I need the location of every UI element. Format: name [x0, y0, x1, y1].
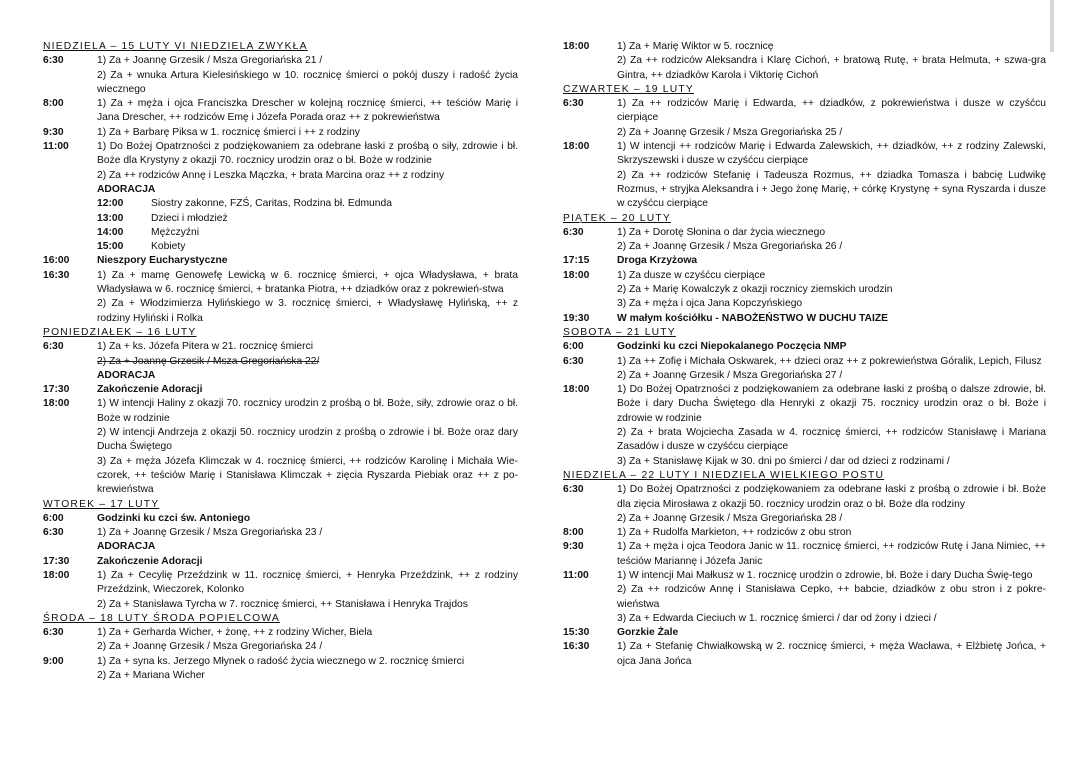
- schedule-row: [43, 397, 518, 497]
- event-title: Godzinki ku czci św. Antoniego: [97, 512, 251, 524]
- mass-time: 6:00: [43, 512, 64, 524]
- schedule-row: [563, 540, 1046, 569]
- intentions: [97, 397, 518, 497]
- intention-line: 2) Za ++ rodziców Annę i Leszka Mączka, + brata Marcina oraz ++ z rodziny: [97, 169, 445, 181]
- schedule-row: [563, 254, 1046, 268]
- event-title: ADORACJA: [97, 369, 156, 381]
- intention-line: 1) Za + Gerharda Wicher, + żonę, ++ z rodziny Wicher, Biela: [97, 627, 373, 639]
- intention-line: 2) Za + Włodzimierza Hylińskiego w 3. rocznicę śmierci, + Władysławę Hylińską, ++ z rodziny Hyliński i Rolka: [97, 298, 518, 324]
- intentions: [617, 640, 1046, 669]
- schedule-row: [43, 526, 518, 540]
- intentions: [97, 512, 518, 526]
- schedule-row: [43, 254, 518, 268]
- schedule-row: [43, 569, 518, 612]
- mass-time: [43, 369, 97, 383]
- intentions: [617, 355, 1046, 384]
- intentions: [97, 540, 518, 554]
- schedule-row: [563, 569, 1046, 626]
- schedule-row: [43, 269, 518, 326]
- intentions: [617, 526, 1046, 540]
- mass-time: 18:00: [563, 384, 590, 396]
- adoration-group: Kobiety: [151, 241, 186, 253]
- event-title: ADORACJA: [97, 183, 156, 195]
- day-heading: SOBOTA – 21 LUTY: [563, 326, 676, 338]
- day-heading: PIĄTEK – 20 LUTY: [563, 212, 671, 224]
- adoration-time: 15:00: [97, 241, 124, 253]
- intention-line: 2) Za + Marię Kowalczyk z okazji rocznicy ziemskich urodzin: [617, 284, 893, 296]
- intention-line: 1) Za + Barbarę Piksa w 1. rocznicę śmierci i ++ z rodziny: [97, 126, 360, 138]
- intentions: [617, 226, 1046, 255]
- left-column: [43, 40, 518, 683]
- schedule-row: [43, 383, 518, 397]
- adoration-entry: [97, 197, 518, 211]
- intentions: [617, 569, 1046, 626]
- mass-time: [43, 540, 97, 554]
- mass-time: 6:00: [563, 341, 584, 353]
- mass-time: 17:30: [43, 384, 70, 396]
- scrollbar[interactable]: [1050, 0, 1054, 52]
- intention-line: 1) W intencji Mai Małkusz w 1. rocznicę urodzin o zdrowie, bł. Boże i dary Ducha Świę-tego: [617, 569, 1033, 581]
- intention-line: 1) Za + męża i ojca Franciszka Drescher w kolejną rocznicę śmierci, ++ teściów Marię i Jana Drescher, ++ rodziców Emę i Józefa Porada oraz ++ z pokrewieństwa: [97, 98, 518, 124]
- adoration-time: 14:00: [97, 226, 124, 238]
- mass-time: 18:00: [43, 398, 70, 410]
- mass-time: 9:30: [563, 541, 584, 553]
- schedule-row: [563, 340, 1046, 354]
- intention-line: 1) Za + syna ks. Jerzego Młynek o radość życia wiecznego w 2. rocznicę śmierci: [97, 655, 465, 667]
- intentions: [97, 254, 518, 268]
- mass-time: 6:30: [563, 355, 584, 367]
- event-title: ADORACJA: [97, 541, 156, 553]
- adoration-entry: [97, 226, 518, 240]
- mass-time: 16:00: [43, 255, 70, 267]
- intentions: [97, 126, 518, 140]
- intention-line: 2) Za + brata Wojciecha Zasada w 4. rocznicę śmierci, ++ rodziców Stanisławę i Mariana Zasadów i dusze w czyśćcu cierpiące: [617, 427, 1046, 453]
- intentions: [617, 312, 1046, 326]
- intention-line: 1) Za + mamę Genowefę Lewicką w 6. rocznicę śmierci, + ojca Władysława, + brata Władysława w 6. rocznicę śmierci, + bratanka Piotra, ++ dziadków oraz z pokrewień-stwa: [97, 269, 518, 296]
- event-title: Zakończenie Adoracji: [97, 384, 203, 396]
- schedule-row: [563, 97, 1046, 140]
- intentions: [617, 483, 1046, 526]
- schedule-row: [563, 383, 1046, 469]
- intentions: [97, 340, 518, 369]
- adoration-slot: [43, 197, 518, 211]
- day-heading: CZWARTEK – 19 LUTY: [563, 83, 694, 95]
- adoration-group: Mężczyźni: [151, 226, 200, 238]
- mass-time: 18:00: [43, 569, 70, 581]
- intentions: [97, 383, 518, 397]
- adoration-entry: [97, 240, 518, 254]
- intention-line: 1) Za + Cecylię Przeździnk w 11. rocznicę śmierci, + Henryka Przeździnk, ++ z rodziny Przeździnk, Wieczorek, Kolonko: [97, 569, 518, 596]
- intentions: [617, 140, 1046, 211]
- mass-time: 18:00: [563, 269, 590, 281]
- intention-line: 3) Za + męża Józefa Klimczak w 4. rocznicę śmierci, ++ rodziców Karolinę i Michała Wie-czorek, ++ teściów Marię i Stanisława Klimczak + zięcia Ryszarda Piebiak oraz ++ z po-krewieństwa: [97, 455, 518, 496]
- intention-line: 2) Za + Mariana Wicher: [97, 670, 205, 682]
- schedule-row: [43, 369, 518, 383]
- day-heading: ŚRODA – 18 LUTY ŚRODA POPIELCOWA: [43, 612, 280, 624]
- mass-time: 6:30: [563, 98, 584, 110]
- intentions: [97, 555, 518, 569]
- intention-line: 1) Za + Marię Wiktor w 5. rocznicę: [617, 41, 774, 52]
- adoration-time: 12:00: [97, 198, 124, 210]
- mass-time: 6:30: [563, 226, 584, 238]
- intention-line: 2) Za + Joannę Grzesik / Msza Gregoriańska 27 /: [617, 369, 843, 381]
- intentions: [97, 97, 518, 126]
- intention-line: 1) W intencji Haliny z okazji 70. rocznicy urodzin z prośbą o bł. Boże, siły, zdrowie oraz o bł. Boże w rodzinie: [97, 398, 518, 424]
- intention-line: 1) Za dusze w czyśćcu cierpiące: [617, 269, 766, 281]
- schedule-row: [43, 54, 518, 97]
- intentions: [617, 40, 1046, 83]
- intention-line: 2) Za + Stanisława Tyrcha w 7. rocznicę śmierci, ++ Stanisława i Henryka Trajdos: [97, 598, 468, 610]
- mass-time: 9:30: [43, 126, 64, 138]
- intention-line: 3) Za + męża i ojca Jana Kopczyńskiego: [617, 298, 803, 310]
- intention-line: 1) Za ++ Zofię i Michała Oskwarek, ++ dzieci oraz ++ z pokrewieństwa Góralik, Lepich, Filusz: [617, 355, 1042, 367]
- intentions: [617, 269, 1046, 312]
- day-heading: NIEDZIELA – 15 LUTY VI NIEDZIELA ZWYKŁA: [43, 41, 308, 52]
- intention-line: 2) Za + wnuka Artura Kielesińskiego w 10. rocznicę śmierci o pokój duszy i radość życia wiecznego: [97, 69, 518, 95]
- schedule-row: [563, 626, 1046, 640]
- event-title: Droga Krzyżowa: [617, 255, 698, 267]
- intention-line: 1) Za + ks. Józefa Pitera w 21. rocznicę śmierci: [97, 341, 314, 353]
- adoration-time: 13:00: [97, 212, 124, 224]
- event-title: W małym kościółku - NABOŻEŃSTWO W DUCHU TAIZE: [617, 312, 888, 324]
- mass-time: [43, 226, 97, 240]
- adoration-slot: [43, 240, 518, 254]
- intentions: [97, 655, 518, 684]
- mass-time: 9:00: [43, 655, 64, 667]
- event-title: Gorzkie Żale: [617, 627, 679, 639]
- mass-time: 8:00: [563, 527, 584, 539]
- mass-time: 11:00: [563, 569, 589, 581]
- intentions: [617, 540, 1046, 569]
- intention-line: 2) Za ++ rodziców Aleksandra i Klarę Cichoń, + bratową Rutę, + brata Helmuta, + szwa-gra Gintra, ++ dziadków Karola i Viktorię Cichoń: [617, 55, 1046, 81]
- schedule-row: [43, 626, 518, 655]
- intention-line: 1) Do Bożej Opatrzności z podziękowaniem za odebrane łaski z prośbą o zdrowie i bł. Boże dla zięcia Mirosława z okazji 50. rocznicy urodzin oraz o bł. Boże dla rodziny: [617, 484, 1046, 510]
- mass-time: 11:00: [43, 141, 69, 153]
- intention-line-struck: 2) Za + Joannę Grzesik / Msza Gregoriańska 22/: [97, 355, 320, 367]
- schedule-row: [563, 526, 1046, 540]
- schedule-row: [43, 140, 518, 183]
- day-heading: NIEDZIELA – 22 LUTY I NIEDZIELA WIELKIEGO POSTU: [563, 469, 885, 481]
- mass-time: 16:30: [43, 269, 70, 281]
- mass-time: 18:00: [563, 41, 590, 52]
- schedule-row: [43, 540, 518, 554]
- intention-line: 2) Za ++ rodziców Stefanię i Tadeusza Rozmus, ++ dziadka Tomasza i babcię Ludwikę Rozmus, + stryjka Aleksandra i + Jego żonę Marię, + córkę Krystynę + syna Ryszarda i dusze w czyśćcu cierpiące: [617, 169, 1046, 210]
- schedule-row: [563, 355, 1046, 384]
- right-column: [563, 40, 1046, 669]
- day-heading: WTOREK – 17 LUTY: [43, 498, 160, 510]
- intention-line: 1) Za + Joannę Grzesik / Msza Gregoriańska 23 /: [97, 527, 323, 539]
- intentions: [97, 183, 518, 197]
- intentions: [97, 226, 518, 240]
- intention-line: 2) W intencji Andrzeja z okazji 50. rocznicy urodzin z prośbą o zdrowie i bł. Boże oraz dary Ducha Świętego: [97, 427, 518, 453]
- mass-time: [43, 183, 97, 197]
- schedule-row: [43, 555, 518, 569]
- intentions: [97, 526, 518, 540]
- intentions: [97, 197, 518, 211]
- intention-line: 2) Za + Joannę Grzesik / Msza Gregoriańska 28 /: [617, 512, 843, 524]
- intention-line: 2) Za + Joannę Grzesik / Msza Gregoriańska 25 /: [617, 126, 843, 138]
- intentions: [617, 383, 1046, 469]
- mass-time: 19:30: [563, 312, 590, 324]
- intention-line: 1) Za + męża i ojca Teodora Janic w 11. rocznicę śmierci, ++ rodziców Rutę i Jana Nimiec, ++ teściów Mariannę i Józefa Janic: [617, 541, 1046, 567]
- schedule-row: [43, 126, 518, 140]
- intention-line: 2) Za ++ rodziców Annę i Stanisława Cepko, ++ babcie, dziadków z obu stron i z pokre-wieństwa: [617, 584, 1046, 610]
- intentions: [617, 254, 1046, 268]
- adoration-slot: [43, 212, 518, 226]
- intention-line: 2) Za + Joannę Grzesik / Msza Gregoriańska 24 /: [97, 641, 323, 653]
- intentions: [97, 369, 518, 383]
- adoration-group: Siostry zakonne, FZŚ, Caritas, Rodzina bł. Edmunda: [151, 198, 392, 210]
- intentions: [97, 54, 518, 97]
- schedule-row: [563, 269, 1046, 312]
- mass-time: 6:30: [43, 527, 64, 539]
- event-title: Zakończenie Adoracji: [97, 555, 203, 567]
- intentions: [97, 569, 518, 612]
- mass-time: 6:30: [43, 341, 64, 353]
- schedule-row: [563, 483, 1046, 526]
- intention-line: 1) Do Bożej Opatrzności z podziękowaniem za odebrane łaski z prośbą o dalsze zdrowie, bł. Boże i dary Ducha Świętego dla Henryki z okazji 75. rocznicy urodzin oraz o bł. Boże i zdrowie w rodzinie: [617, 384, 1046, 424]
- adoration-group: Dzieci i młodzież: [151, 212, 228, 224]
- intentions: [97, 269, 518, 326]
- mass-time: [43, 197, 97, 211]
- schedule-row: [563, 312, 1046, 326]
- mass-time: 6:30: [43, 55, 64, 67]
- day-heading: PONIEDZIAŁEK – 16 LUTY: [43, 326, 197, 338]
- schedule-row: [563, 140, 1046, 211]
- intention-line: 3) Za + Edwarda Cieciuch w 1. rocznicę śmierci / dar od żony i dzieci /: [617, 612, 937, 624]
- intentions: [97, 212, 518, 226]
- intentions: [617, 340, 1046, 354]
- schedule-row: [563, 640, 1046, 669]
- schedule-row: [563, 40, 1046, 83]
- intention-line: 1) Za + Stefanię Chwiałkowską w 2. rocznicę śmierci, + męża Wacława, + Elżbietę Jońca, + ojca Jana Jońca: [617, 641, 1046, 667]
- mass-time: 16:30: [563, 641, 590, 653]
- schedule-row: [43, 183, 518, 197]
- schedule-row: [43, 655, 518, 684]
- adoration-entry: [97, 212, 518, 226]
- mass-time: 17:30: [43, 555, 70, 567]
- intention-line: 1) Za + Dorotę Słonina o dar życia wiecznego: [617, 226, 826, 238]
- intention-line: 3) Za + Stanisławę Kijak w 30. dni po śmierci / dar od dzieci z rodzinami /: [617, 455, 950, 467]
- intention-line: 1) Do Bożej Opatrzności z podziękowaniem za odebrane łaski z prośbą o siły, zdrowie i bł. Boże dla Krystyny z okazji 70. rocznicy urodzin oraz o bł. Boże w rodzinie: [97, 141, 518, 167]
- intention-line: 2) Za + Joannę Grzesik / Msza Gregoriańska 26 /: [617, 241, 843, 253]
- intentions: [97, 626, 518, 655]
- intentions: [617, 626, 1046, 640]
- mass-time: 15:30: [563, 627, 590, 639]
- schedule-row: [43, 97, 518, 126]
- intentions: [97, 140, 518, 183]
- mass-time: 17:15: [563, 255, 590, 267]
- intention-line: 1) Za ++ rodziców Marię i Edwarda, ++ dziadków, z pokrewieństwa i dusze w czyśćcu cierpiące: [617, 98, 1046, 124]
- mass-time: 6:30: [563, 484, 584, 496]
- mass-time: 18:00: [563, 141, 590, 153]
- schedule-row: [563, 226, 1046, 255]
- intentions: [97, 240, 518, 254]
- intention-line: 1) Za + Rudolfa Markieton, ++ rodziców z obu stron: [617, 527, 852, 539]
- intentions: [617, 97, 1046, 140]
- mass-time: 8:00: [43, 98, 64, 110]
- adoration-slot: [43, 226, 518, 240]
- schedule-row: [43, 340, 518, 369]
- mass-time: [43, 240, 97, 254]
- intention-line: 1) W intencji ++ rodziców Marię i Edwarda Zalewskich, ++ dziadków, ++ z rodziny Zalewski, Skrzyszewski i dusze w czyśćcu cierpiące: [617, 141, 1046, 167]
- mass-time: [43, 212, 97, 226]
- intention-line: 1) Za + Joannę Grzesik / Msza Gregoriańska 21 /: [97, 55, 323, 67]
- mass-time: 6:30: [43, 627, 64, 639]
- event-title: Godzinki ku czci Niepokalanego Poczęcia NMP: [617, 341, 847, 353]
- event-title: Nieszpory Eucharystyczne: [97, 255, 228, 267]
- schedule-row: [43, 512, 518, 526]
